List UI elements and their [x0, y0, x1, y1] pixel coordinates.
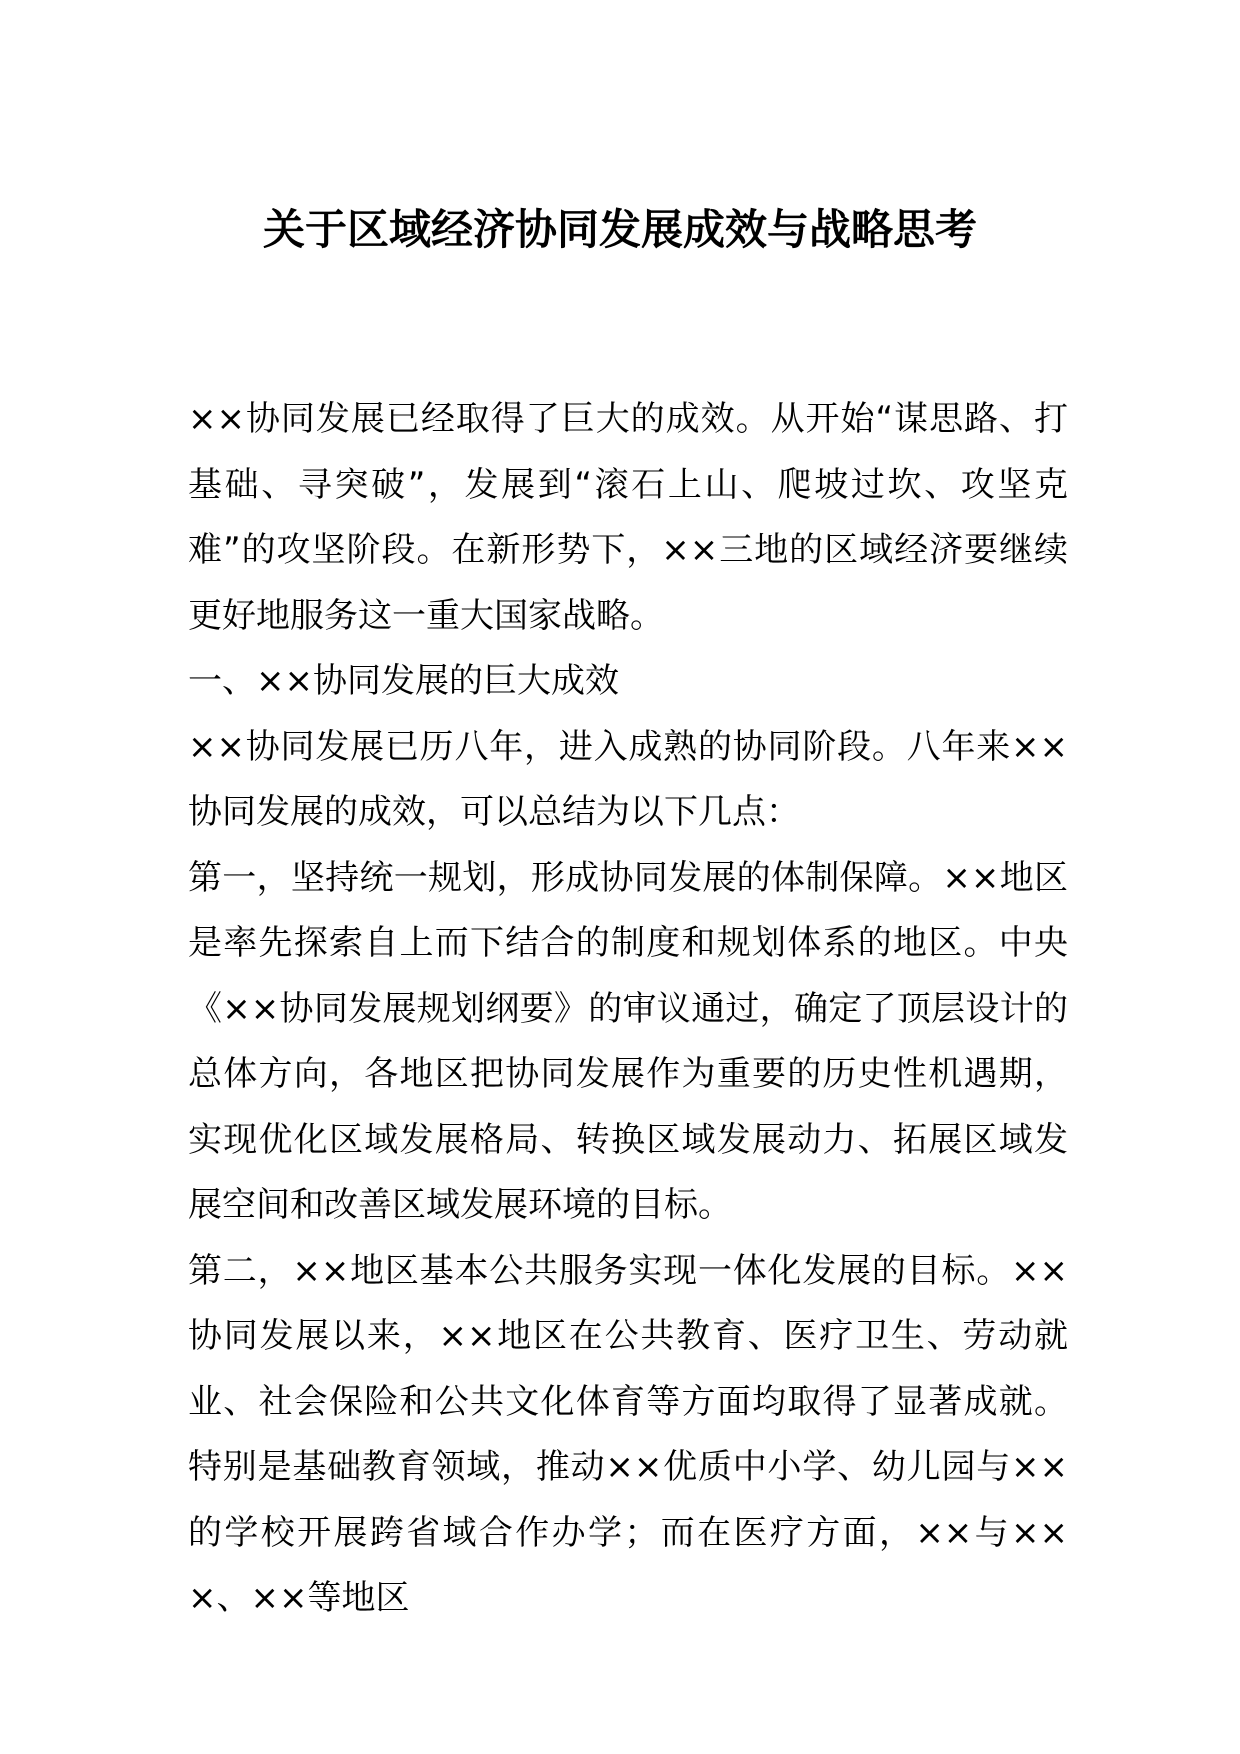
document-title: 关于区域经济协同发展成效与战略思考 [262, 205, 977, 254]
document-body [188, 387, 1068, 1632]
section-heading-1: 一、××协同发展的巨大成效 [188, 661, 619, 701]
section-1-intro-paragraph: ××协同发展已历八年，进入成熟的协同阶段。八年来××协同发展的成效，可以总结为以下几点： [188, 726, 1068, 832]
intro-paragraph: ××协同发展已经取得了巨大的成效。从开始“谋思路、打基础、寻突破”，发展到“滚石上山、爬坡过坎、攻坚克难”的攻坚阶段。在新形势下，××三地的区域经济要继续更好地服务这一重大国家战略。 [188, 399, 1068, 636]
point-2-paragraph: 第二，××地区基本公共服务实现一体化发展的目标。××协同发展以来，××地区在公共教育、医疗卫生、劳动就业、社会保险和公共文化体育等方面均取得了显著成就。特别是基础教育领域，推动××优质中小学、幼儿园与××的学校开展跨省域合作办学；而在医疗方面，××与×××、××等地区 [188, 1250, 1068, 1618]
point-1-paragraph: 第一，坚持统一规划，形成协同发展的体制保障。××地区是率先探索自上而下结合的制度和规划体系的地区。中央《××协同发展规划纲要》的审议通过，确定了顶层设计的总体方向，各地区把协同发展作为重要的历史性机遇期，实现优化区域发展格局、转换区域发展动力、拓展区域发展空间和改善区域发展环境的目标。 [188, 857, 1068, 1225]
